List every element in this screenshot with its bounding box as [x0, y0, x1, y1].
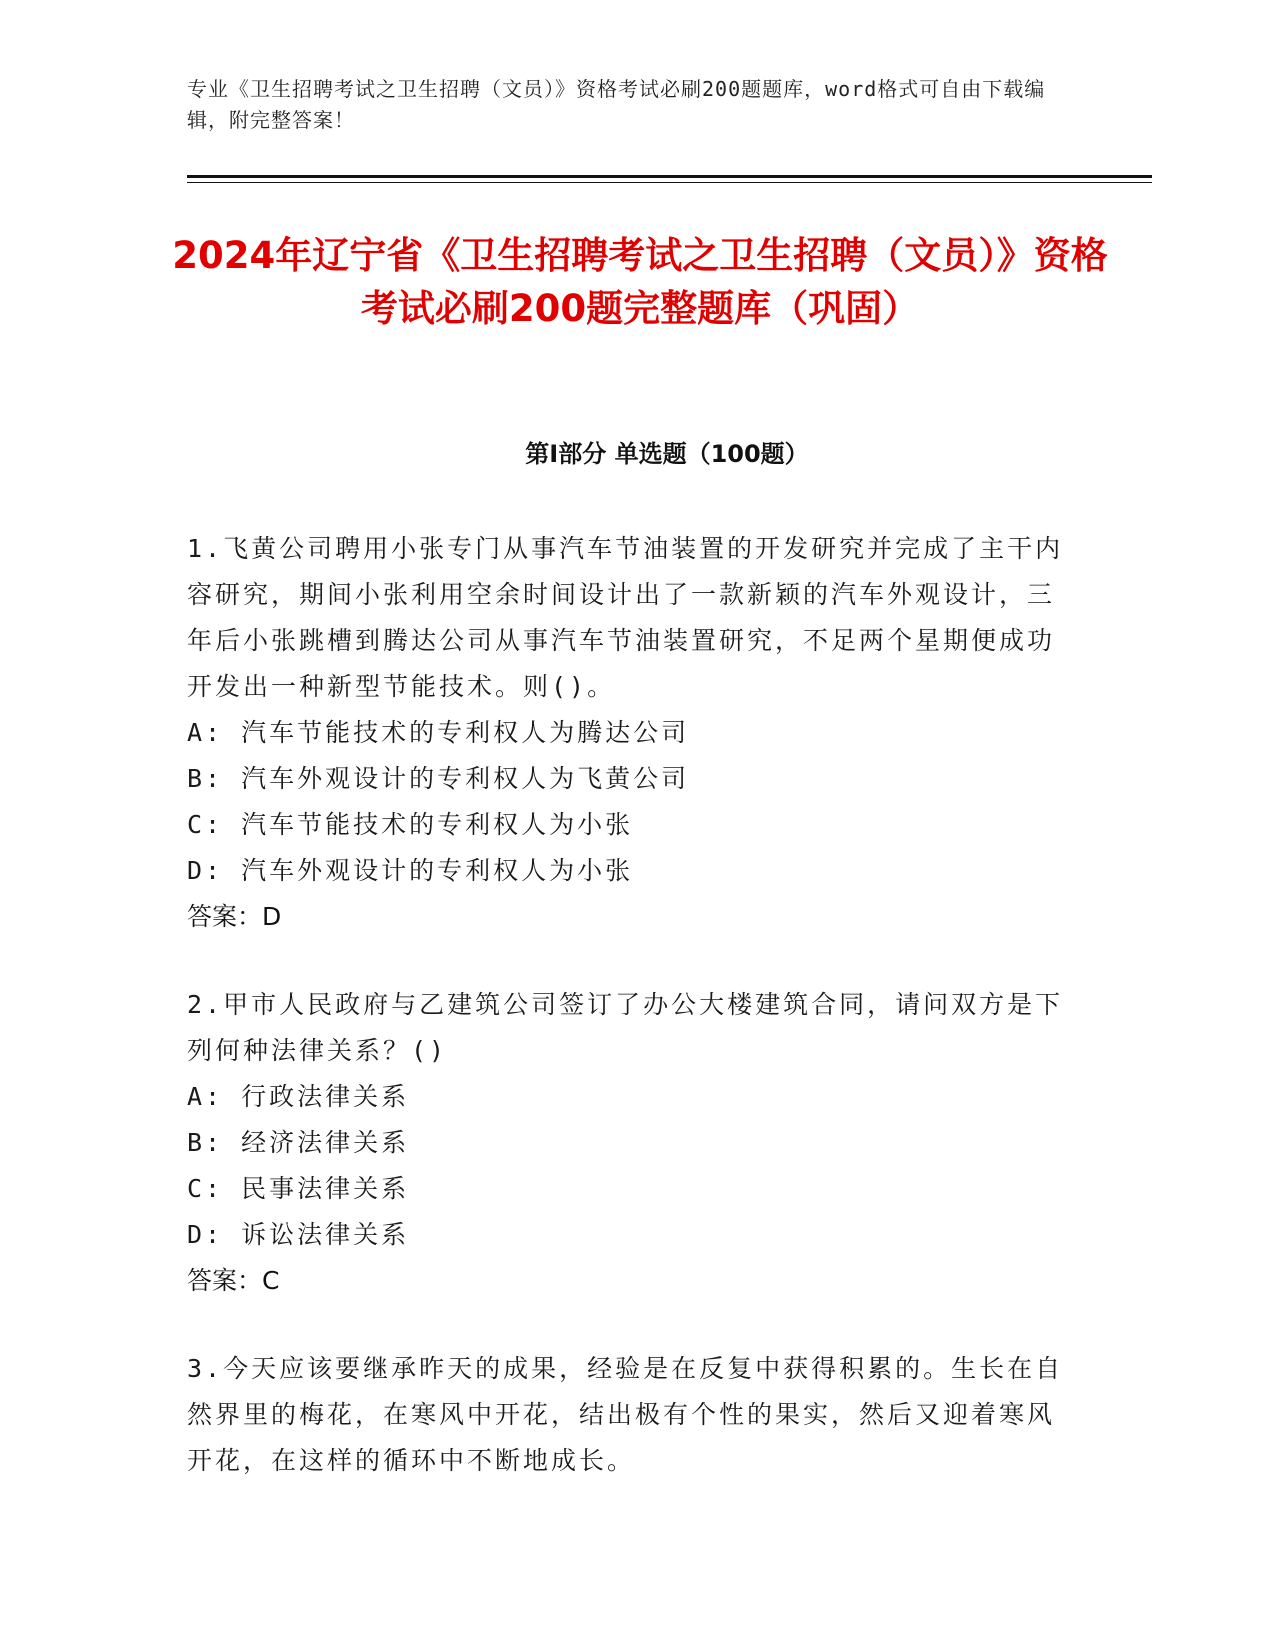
question-1	[187, 526, 1077, 940]
header-note: 专业《卫生招聘考试之卫生招聘（文员）》资格考试必刷200题题库，word格式可自由下载编辑，附完整答案！	[187, 77, 1046, 132]
option-d: D: 诉讼法律关系	[187, 1220, 410, 1249]
question-stem: 3.今天应该要继承昨天的成果，经验是在反复中获得积累的。生长在自然界里的梅花，在寒风中开花，结出极有个性的果实，然后又迎着寒风开花，在这样的循环中不断地成长。	[187, 1354, 1064, 1475]
question-stem: 1.飞黄公司聘用小张专门从事汽车节油装置的开发研究并完成了主干内容研究，期间小张利用空余时间设计出了一款新颖的汽车外观设计，三年后小张跳槽到腾达公司从事汽车节油装置研究，不足两个星期便成功开发出一种新型节能技术。则()。	[187, 534, 1064, 701]
answer: 答案：D	[187, 902, 282, 931]
question-list	[187, 526, 1077, 1526]
header-rule-thin	[187, 182, 1152, 183]
header-rule-thick	[187, 175, 1152, 178]
document-title: 2024年辽宁省《卫生招聘考试之卫生招聘（文员）》资格考试必刷200题完整题库（巩固）	[172, 234, 1108, 330]
option-c: C: 汽车节能技术的专利权人为小张	[187, 810, 634, 839]
question-stem: 2.甲市人民政府与乙建筑公司签订了办公大楼建筑合同，请问双方是下列何种法律关系？()	[187, 990, 1064, 1065]
option-a: A: 行政法律关系	[187, 1082, 410, 1111]
question-2	[187, 982, 1077, 1304]
answer: 答案：C	[187, 1266, 280, 1295]
option-c: C: 民事法律关系	[187, 1174, 410, 1203]
option-a: A: 汽车节能技术的专利权人为腾达公司	[187, 718, 690, 747]
option-b: B: 汽车外观设计的专利权人为飞黄公司	[187, 764, 690, 793]
option-d: D: 汽车外观设计的专利权人为小张	[187, 856, 634, 885]
section-title: 第Ⅰ部分 单选题（100题）	[525, 440, 809, 468]
option-b: B: 经济法律关系	[187, 1128, 410, 1157]
question-3	[187, 1346, 1077, 1484]
